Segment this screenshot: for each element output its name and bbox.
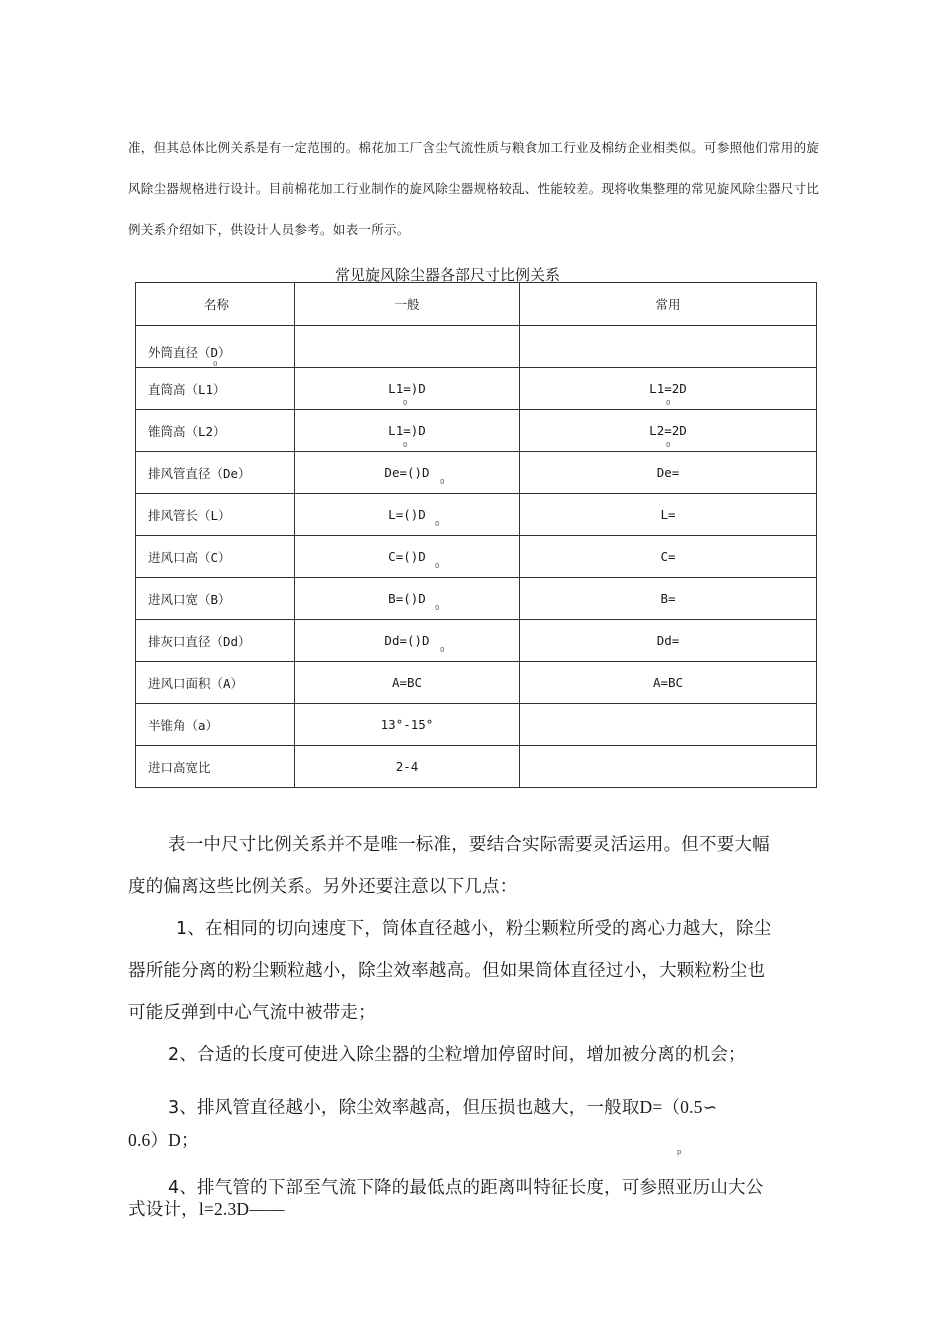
cell-general [295, 662, 520, 704]
header-name: 名称 [136, 283, 295, 326]
cell-general-value: Dd=()D [384, 633, 430, 648]
cell-name: 外筒直径（D） 0 [136, 326, 295, 368]
cell-general-value: A=BC [391, 675, 423, 690]
cell-common [520, 494, 817, 536]
subscript-mark: 0 [403, 399, 408, 407]
cell-general-value: 13°-15° [380, 717, 434, 732]
cell-name: 排风管直径（De） [136, 452, 295, 494]
table-title: 常见旋风除尘器各部尺寸比例关系 [335, 266, 561, 284]
cell-general-value: L=()D [388, 507, 426, 522]
table-row [136, 578, 817, 620]
para-1-line-1: 表一中尺寸比例关系并不是唯一标准，要结合实际需要灵活运用。但不要大幅 [168, 835, 770, 855]
cell-general-value: C=()D [388, 549, 426, 564]
intro-line-1: 准，但其总体比例关系是有一定范围的。棉花加工厂含尘气流性质与粮食加工行业及棉纺企业相类似。可参照他们常用的旋 [128, 140, 820, 155]
subscript-mark: 0 [440, 478, 445, 486]
cell-common [520, 620, 817, 662]
cell-common-value: L2=2D [649, 423, 687, 438]
para-4-line-1 [168, 1094, 718, 1119]
cell-general [295, 536, 520, 578]
subscript-mark: 0 [666, 399, 671, 407]
cell-general [295, 494, 520, 536]
table-row [136, 704, 817, 746]
cell-name: 排灰口直径（Dd） [136, 620, 295, 662]
table-row [136, 368, 817, 410]
cell-general [295, 410, 520, 452]
cell-name: 进风口面积（A） [136, 662, 295, 704]
cell-name: 进口高宽比 [136, 746, 295, 788]
cell-general [295, 452, 520, 494]
para-1-line-2: 度的偏离这些比例关系。另外还要注意以下几点： [128, 877, 518, 897]
table-row [136, 536, 817, 578]
subscript-mark: 0 [403, 441, 408, 449]
cell-common-value: L= [660, 507, 676, 522]
cell-name: 进风口高（C） [136, 536, 295, 578]
cell-name: 半锥角（a） [136, 704, 295, 746]
para-2-line-1: 1、在相同的切向速度下，筒体直径越小，粉尘颗粒所受的离心力越大，除尘 [176, 919, 772, 939]
para-4-formula: D=（0.5∽ [639, 1097, 718, 1117]
cell-general [295, 746, 520, 788]
cell-common-value: L1=2D [649, 381, 687, 396]
cell-common-value: De= [656, 465, 680, 480]
para-5-formula: l=2.3D—— [198, 1199, 285, 1219]
cell-common [520, 662, 817, 704]
cell-general [295, 620, 520, 662]
ratio-table [135, 282, 817, 788]
para-5-line-1: 4、排气管的下部至气流下降的最低点的距离叫特征长度，可参照亚历山大公 [168, 1178, 764, 1198]
table-row [136, 620, 817, 662]
table-row [136, 746, 817, 788]
para-4-line-2: 0.6）D； [128, 1130, 199, 1150]
para-2-line-2: 器所能分离的粉尘颗粒越小，除尘效率越高。但如果筒体直径过小，大颗粒粉尘也 [128, 961, 766, 981]
table-row [136, 452, 817, 494]
cell-common-value: C= [660, 549, 676, 564]
table-row [136, 410, 817, 452]
subscript-mark: 0 [435, 520, 440, 528]
cell-name: 排风管长（L） [136, 494, 295, 536]
cell-common [520, 368, 817, 410]
cell-general [295, 368, 520, 410]
subscript-mark: 0 [440, 646, 445, 654]
para-2-line-3: 可能反弹到中心气流中被带走； [128, 1003, 376, 1023]
cell-general-value: L1=)D [388, 423, 426, 438]
header-common: 常用 [520, 283, 817, 326]
cell-common [520, 578, 817, 620]
cell-common [520, 704, 817, 746]
cell-general [295, 704, 520, 746]
cell-general-value: B=()D [388, 591, 426, 606]
cell-common [520, 746, 817, 788]
cell-general-value: L1=)D [388, 381, 426, 396]
subscript-mark: 0 [666, 441, 671, 449]
table-row [136, 662, 817, 704]
cell-common [520, 452, 817, 494]
cell-common [520, 326, 817, 368]
header-general: 一般 [295, 283, 520, 326]
cell-common [520, 410, 817, 452]
table-row [136, 494, 817, 536]
cell-name: 直筒高（L1） [136, 368, 295, 410]
cell-general [295, 578, 520, 620]
subscript-mark: 0 [213, 360, 218, 368]
cell-name: 锥筒高（L2） [136, 410, 295, 452]
cell-name: 进风口宽（B） [136, 578, 295, 620]
table-row [136, 326, 817, 368]
table-header-row [136, 283, 817, 326]
cell-common [520, 536, 817, 578]
para-3: 2、合适的长度可使进入除尘器的尘粒增加停留时间，增加被分离的机会； [168, 1045, 746, 1065]
subscript-mark: 0 [435, 562, 440, 570]
intro-line-2: 风除尘器规格进行设计。目前棉花加工行业制作的旋风除尘器规格较乱、性能较差。现将收集整理的常见旋风除尘器尺寸比 [128, 181, 820, 196]
cell-common-value: B= [660, 591, 676, 606]
para-5-text: 式设计， [128, 1200, 199, 1220]
cell-common-value: A=BC [652, 675, 684, 690]
para-4-mark: p [677, 1148, 682, 1156]
para-4-text: 3、排风管直径越小，除尘效率越高，但压损也越大，一般取 [168, 1098, 640, 1118]
intro-line-3: 例关系介绍如下，供设计人员参考。如表一所示。 [128, 222, 410, 237]
cell-general-value: De=()D [384, 465, 430, 480]
cell-general-value: 2-4 [395, 759, 419, 774]
cell-general [295, 326, 520, 368]
subscript-mark: 0 [435, 604, 440, 612]
cell-common-value: Dd= [656, 633, 680, 648]
para-5-line-2 [128, 1196, 285, 1221]
